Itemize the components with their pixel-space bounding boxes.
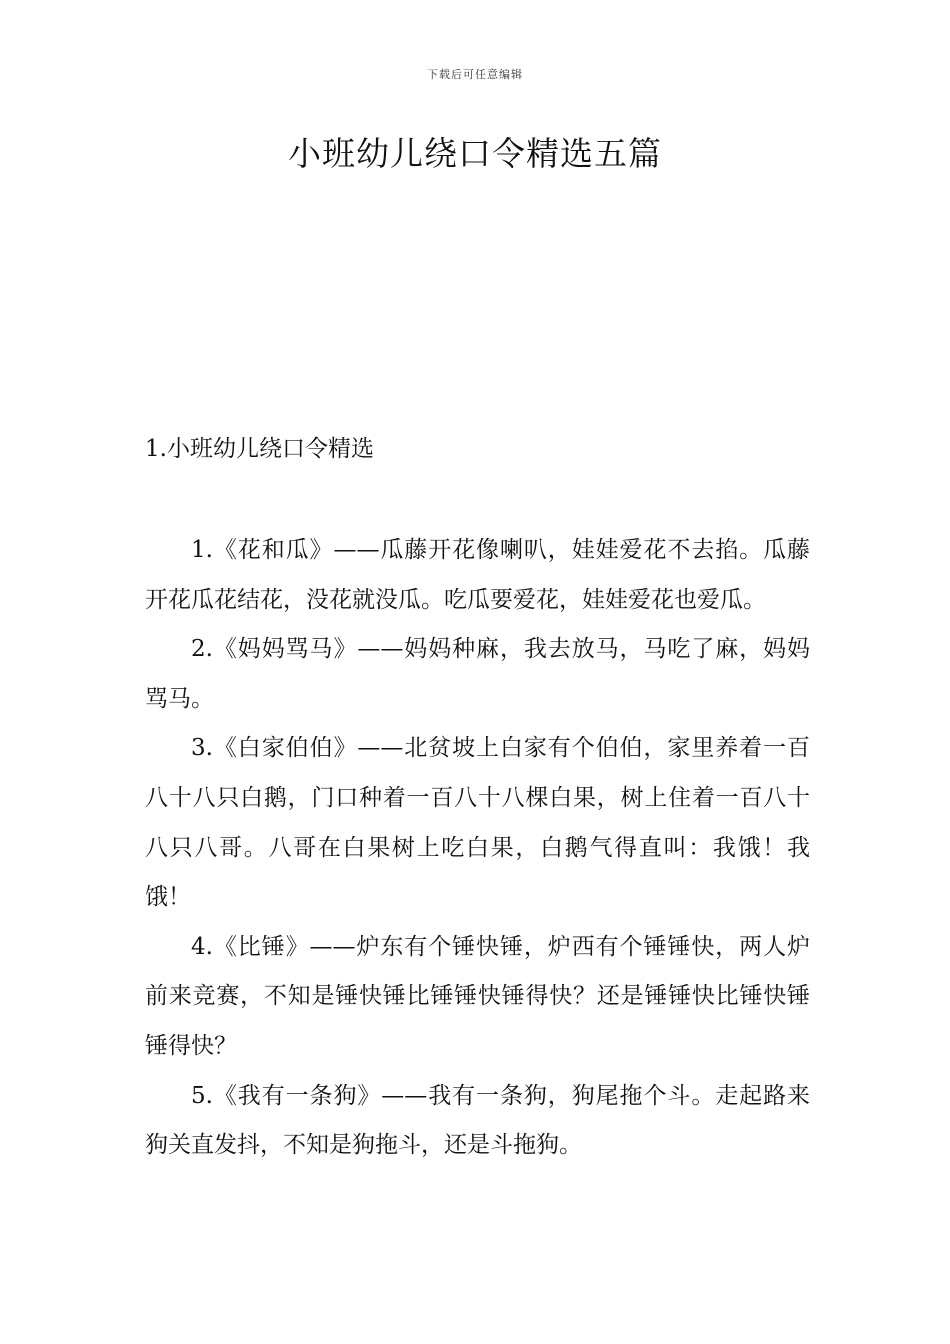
paragraph-4: 4.《比锤》——炉东有个锤快锤，炉西有个锤锤快，两人炉前来竞赛，不知是锤快锤比锤锤快锤得快？还是锤锤快比锤快锤锤得快？ <box>145 933 810 1059</box>
paragraph-2: 2.《妈妈骂马》——妈妈种麻，我去放马，马吃了麻，妈妈骂马。 <box>145 636 810 712</box>
section-heading: 1.小班幼儿绕口令精选 <box>145 436 374 462</box>
paragraph-1: 1.《花和瓜》——瓜藤开花像喇叭，娃娃爱花不去掐。瓜藤开花瓜花结花，没花就没瓜。吃瓜要爱花，娃娃爱花也爱瓜。 <box>145 537 810 613</box>
header-note: 下载后可任意编辑 <box>427 68 523 81</box>
paragraph-5: 5.《我有一条狗》——我有一条狗，狗尾拖个斗。走起路来狗关直发抖，不知是狗拖斗，还是斗拖狗。 <box>145 1082 810 1159</box>
document-title: 小班幼儿绕口令精选五篇 <box>288 134 662 173</box>
paragraph-3: 3.《白家伯伯》——北贫坡上白家有个伯伯，家里养着一百八十八只白鹅，门口种着一百八十八棵白果，树上住着一百八十八只八哥。八哥在白果树上吃白果，白鹅气得直叫：我饿！我饿！ <box>145 735 810 911</box>
document-body <box>145 526 810 1171</box>
